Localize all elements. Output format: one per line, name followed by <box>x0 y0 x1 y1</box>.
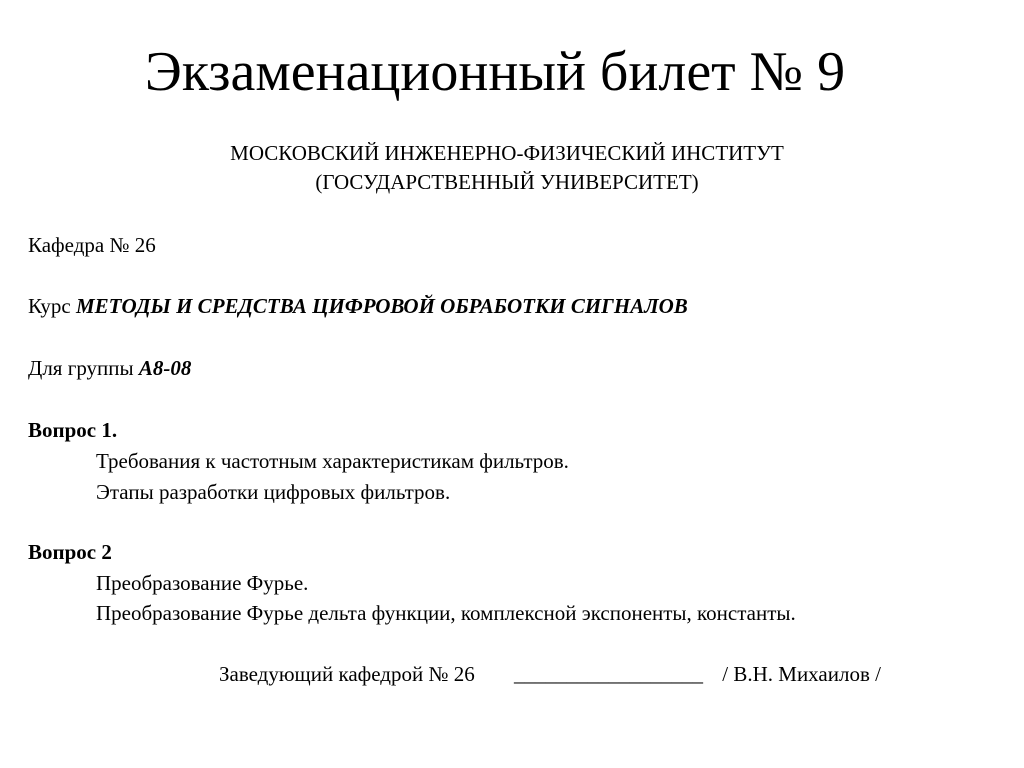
group-line <box>28 354 191 382</box>
course-label: Курс <box>28 294 71 318</box>
question-2-item: Преобразование Фурье. <box>96 571 309 595</box>
group-label: Для группы <box>28 356 134 380</box>
signature-role: Заведующий кафедрой № 26 <box>219 662 475 686</box>
page-title: Экзаменационный билет № 9 <box>144 41 846 103</box>
signature-blank: __________________ <box>514 662 704 686</box>
question-1-item: Этапы разработки цифровых фильтров. <box>96 480 451 504</box>
institute-status: (ГОСУДАРСТВЕННЫЙ УНИВЕРСИТЕТ) <box>315 170 699 194</box>
question-2-item: Преобразование Фурье дельта функции, комплексной экспоненты, константы. <box>96 601 796 625</box>
question-2-heading: Вопрос 2 <box>28 540 112 564</box>
question-1-heading: Вопрос 1. <box>28 418 118 442</box>
signature-name: / В.Н. Михаилов / <box>722 662 881 686</box>
department-line: Кафедра № 26 <box>28 233 156 257</box>
question-1-item: Требования к частотным характеристикам фильтров. <box>96 449 569 473</box>
institute-header <box>0 139 1014 197</box>
course-name: МЕТОДЫ И СРЕДСТВА ЦИФРОВОЙ ОБРАБОТКИ СИГНАЛОВ <box>76 294 688 318</box>
signature-line <box>219 660 881 688</box>
course-line <box>28 292 688 320</box>
institute-name: МОСКОВСКИЙ ИНЖЕНЕРНО-ФИЗИЧЕСКИЙ ИНСТИТУТ <box>230 141 784 165</box>
group-value: А8-08 <box>138 356 192 380</box>
